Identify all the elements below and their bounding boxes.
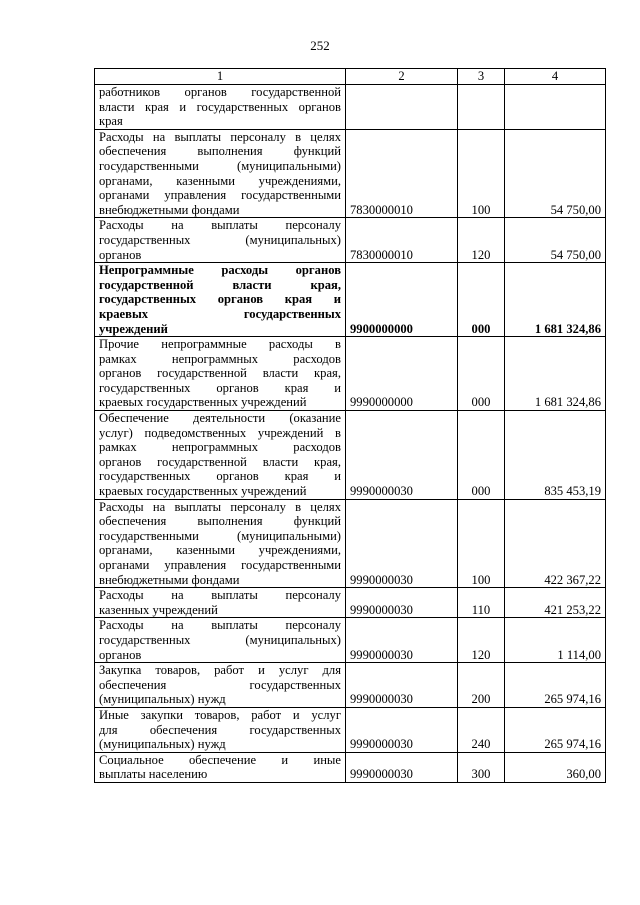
description-line: работников органов государственной — [99, 85, 341, 99]
row-expense-type: 120 — [458, 618, 505, 663]
column-header-3: 3 — [458, 69, 505, 85]
description-line: рамках непрограммных расходов — [99, 351, 341, 366]
row-expense-type: 100 — [458, 129, 505, 218]
description-line: органами, казенными учреждениями, — [99, 543, 341, 558]
description-line: краевых государственных — [99, 306, 341, 321]
description-line: Расходы на выплаты персоналу в целях — [99, 129, 341, 144]
description-line: (муниципальных) нужд — [99, 737, 226, 752]
table-row — [95, 129, 606, 218]
row-code: 9990000030 — [346, 588, 458, 618]
description-line: Непрограммные расходы органов — [99, 263, 341, 278]
description-line: государственных органов края и — [99, 292, 341, 307]
budget-table — [94, 68, 606, 783]
row-description — [95, 411, 346, 500]
row-expense-type: 000 — [458, 337, 505, 411]
row-code — [346, 85, 458, 130]
row-expense-type: 200 — [458, 663, 505, 708]
description-line: выплаты населению — [99, 767, 208, 782]
row-amount: 1 681 324,86 — [505, 337, 606, 411]
column-header-row — [95, 69, 606, 85]
description-line: государственных органов края и — [99, 380, 341, 395]
description-line: государственными (муниципальными) — [99, 528, 341, 543]
table-row — [95, 752, 606, 782]
row-amount: 360,00 — [505, 752, 606, 782]
description-line: государственных органов края и — [99, 469, 341, 484]
row-code: 9990000030 — [346, 663, 458, 708]
table-row — [95, 411, 606, 500]
description-line: краевых государственных учреждений — [99, 395, 307, 410]
row-expense-type: 240 — [458, 707, 505, 752]
row-amount — [505, 85, 606, 130]
description-line: Социальное обеспечение и иные — [99, 752, 341, 767]
description-line: внебюджетными фондами — [99, 202, 240, 217]
description-line: государственных (муниципальных) — [99, 232, 341, 247]
description-line: обеспечения государственных — [99, 677, 341, 692]
column-header-2: 2 — [346, 69, 458, 85]
row-description — [95, 129, 346, 218]
row-code: 7830000010 — [346, 218, 458, 263]
description-line: органов государственной власти края, — [99, 454, 341, 469]
row-code: 9990000030 — [346, 411, 458, 500]
row-code: 9990000030 — [346, 618, 458, 663]
row-description — [95, 218, 346, 263]
page-number: 252 — [310, 38, 330, 53]
row-description — [95, 618, 346, 663]
row-description — [95, 588, 346, 618]
row-code: 9990000030 — [346, 499, 458, 588]
description-line: Расходы на выплаты персоналу — [99, 618, 341, 633]
description-line: органов — [99, 647, 142, 662]
table-row — [95, 499, 606, 588]
row-expense-type — [458, 85, 505, 130]
row-amount: 421 253,22 — [505, 588, 606, 618]
description-line: органов — [99, 247, 142, 262]
description-line: рамках непрограммных расходов — [99, 440, 341, 455]
table-row — [95, 218, 606, 263]
description-line: Закупка товаров, работ и услуг для — [99, 663, 341, 678]
row-description — [95, 707, 346, 752]
table-row — [95, 707, 606, 752]
description-line: Обеспечение деятельности (оказание — [99, 411, 341, 426]
table-row — [95, 588, 606, 618]
description-line: органами, казенными учреждениями, — [99, 173, 341, 188]
row-code: 9990000030 — [346, 752, 458, 782]
row-code: 9990000000 — [346, 337, 458, 411]
row-amount: 265 974,16 — [505, 707, 606, 752]
description-line: государственной власти края, — [99, 277, 341, 292]
row-description — [95, 663, 346, 708]
description-line: государственными (муниципальными) — [99, 158, 341, 173]
row-amount: 835 453,19 — [505, 411, 606, 500]
description-line: Расходы на выплаты персоналу в целях — [99, 499, 341, 514]
row-code: 9900000000 — [346, 263, 458, 337]
row-description — [95, 752, 346, 782]
row-code: 9990000030 — [346, 707, 458, 752]
description-line: власти края и государственных органов — [99, 99, 341, 114]
description-line: краевых государственных учреждений — [99, 484, 307, 499]
description-line: органами управления государственными — [99, 558, 341, 572]
row-expense-type: 100 — [458, 499, 505, 588]
description-line: казенных учреждений — [99, 602, 218, 617]
row-expense-type: 120 — [458, 218, 505, 263]
description-line: Расходы на выплаты персоналу — [99, 218, 341, 233]
description-line: края — [99, 114, 123, 129]
table-row — [95, 663, 606, 708]
description-line: учреждений — [99, 321, 168, 336]
description-line: внебюджетными фондами — [99, 572, 240, 587]
table-row — [95, 263, 606, 337]
table-row — [95, 618, 606, 663]
row-code: 7830000010 — [346, 129, 458, 218]
column-header-1: 1 — [95, 69, 346, 85]
column-header-4: 4 — [505, 69, 606, 85]
description-line: органов государственной власти края, — [99, 366, 341, 381]
row-amount: 54 750,00 — [505, 129, 606, 218]
row-expense-type: 110 — [458, 588, 505, 618]
description-line: Прочие непрограммные расходы в — [99, 337, 341, 352]
row-amount: 422 367,22 — [505, 499, 606, 588]
description-line: органами управления государственными — [99, 188, 341, 203]
description-line: услуг) подведомственных учреждений в — [99, 425, 341, 440]
description-line: обеспечения выполнения функций — [99, 514, 341, 529]
row-description — [95, 499, 346, 588]
row-expense-type: 000 — [458, 263, 505, 337]
table-body — [95, 85, 606, 783]
table-row — [95, 85, 606, 130]
row-description — [95, 85, 346, 130]
row-expense-type: 000 — [458, 411, 505, 500]
description-line: Иные закупки товаров, работ и услуг — [99, 707, 341, 722]
row-description — [95, 263, 346, 337]
row-expense-type: 300 — [458, 752, 505, 782]
row-amount: 265 974,16 — [505, 663, 606, 708]
description-line: обеспечения выполнения функций — [99, 144, 341, 159]
table-row — [95, 337, 606, 411]
row-description — [95, 337, 346, 411]
row-amount: 1 681 324,86 — [505, 263, 606, 337]
row-amount: 1 114,00 — [505, 618, 606, 663]
description-line: государственных (муниципальных) — [99, 632, 341, 647]
row-amount: 54 750,00 — [505, 218, 606, 263]
description-line: (муниципальных) нужд — [99, 692, 226, 707]
description-line: для обеспечения государственных — [99, 722, 341, 737]
description-line: Расходы на выплаты персоналу — [99, 588, 341, 603]
